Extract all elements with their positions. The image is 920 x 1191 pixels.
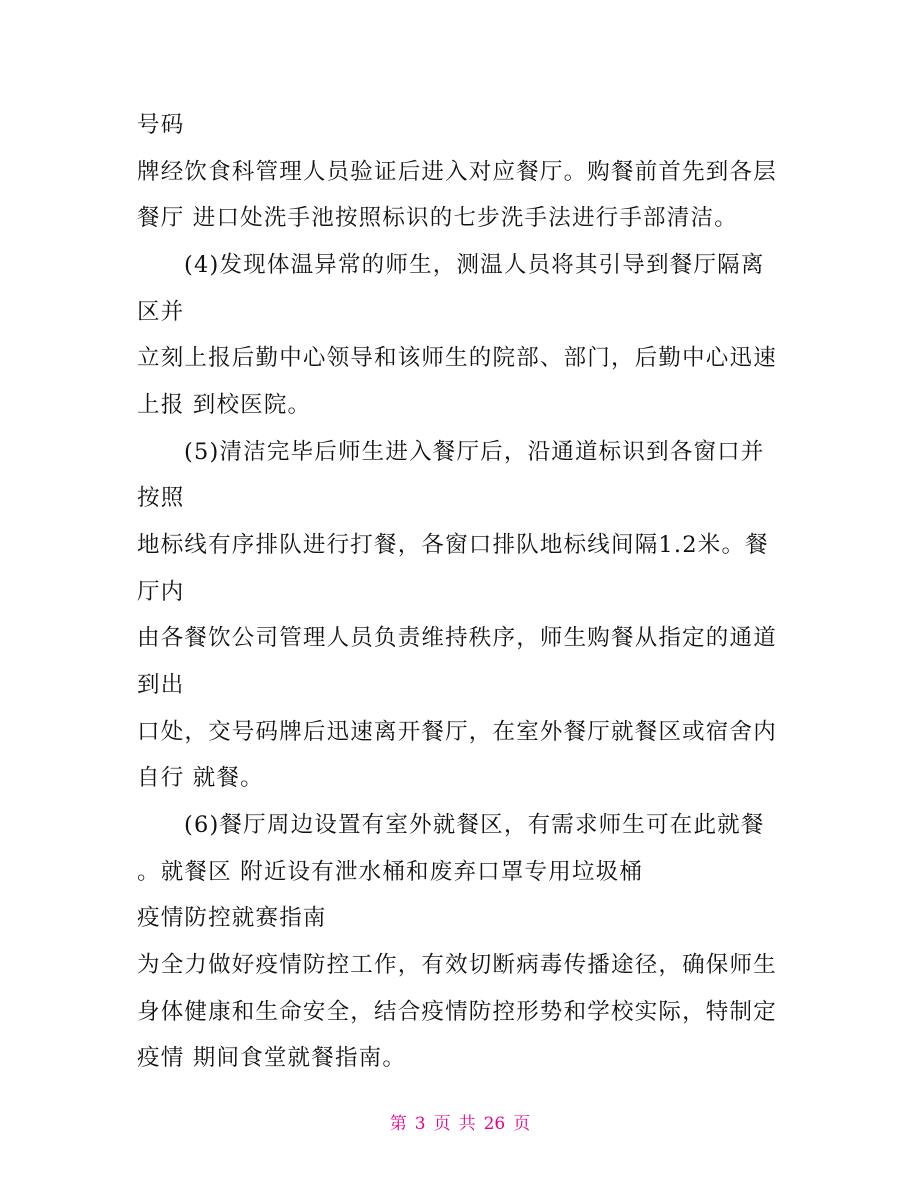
paragraph-first-line: (4)发现体温异常的师生，测温人员将其引导到餐厅隔离 (184, 252, 765, 278)
footer-label-suffix: 页 (513, 1114, 531, 1134)
text-line: 自行 就餐。 (137, 765, 264, 791)
text-line: 牌经饮食科管理人员验证后进入对应餐厅。购餐前首先到各层 (137, 159, 777, 185)
text-line: 。就餐区 附近设有泄水桶和废弃口罩专用垃圾桶 (137, 859, 644, 885)
text-line: 为全力做好疫情防控工作，有效切断病毒传播途径，确保师生 (137, 952, 777, 978)
section-title: 疫情防控就赛指南 (137, 905, 327, 931)
footer-label-prefix: 第 (389, 1114, 407, 1134)
text-line: 立刻上报后勤中心领导和该师生的院部、部门，后勤中心迅速 (137, 345, 777, 371)
text-line: 区并 (137, 299, 185, 325)
footer-label-page: 页 (433, 1114, 451, 1134)
text-line: 身体健康和生命安全，结合疫情防控形势和学校实际，特制定 (137, 999, 777, 1025)
current-page-number: 3 (414, 1114, 426, 1134)
text-line: 口处，交号码牌后迅速离开餐厅，在室外餐厅就餐区或宿舍内 (137, 719, 777, 745)
text-line: 到出 (137, 672, 185, 698)
text-line: 地标线有序排队进行打餐，各窗口排队地标线间隔1.2米。餐 (137, 532, 769, 558)
text-line: 疫情 期间食堂就餐指南。 (137, 1045, 407, 1071)
text-line: 上报 到校医院。 (137, 392, 312, 418)
paragraph-first-line: (6)餐厅周边设置有室外就餐区，有需求师生可在此就餐 (184, 812, 765, 838)
text-line: 餐厅 进口处洗手池按照标识的七步洗手法进行手部清洁。 (137, 205, 738, 231)
text-line: 厅内 (137, 579, 185, 605)
page-footer (0, 1112, 920, 1136)
paragraph-first-line: (5)清洁完毕后师生进入餐厅后，沿通道标识到各窗口并 (184, 439, 765, 465)
text-line: 号码 (137, 112, 185, 138)
footer-label-total: 共 (458, 1114, 476, 1134)
total-page-number: 26 (483, 1114, 506, 1134)
text-line: 按照 (137, 485, 185, 511)
text-line: 由各餐饮公司管理人员负责维持秩序，师生购餐从指定的通道 (137, 625, 777, 651)
